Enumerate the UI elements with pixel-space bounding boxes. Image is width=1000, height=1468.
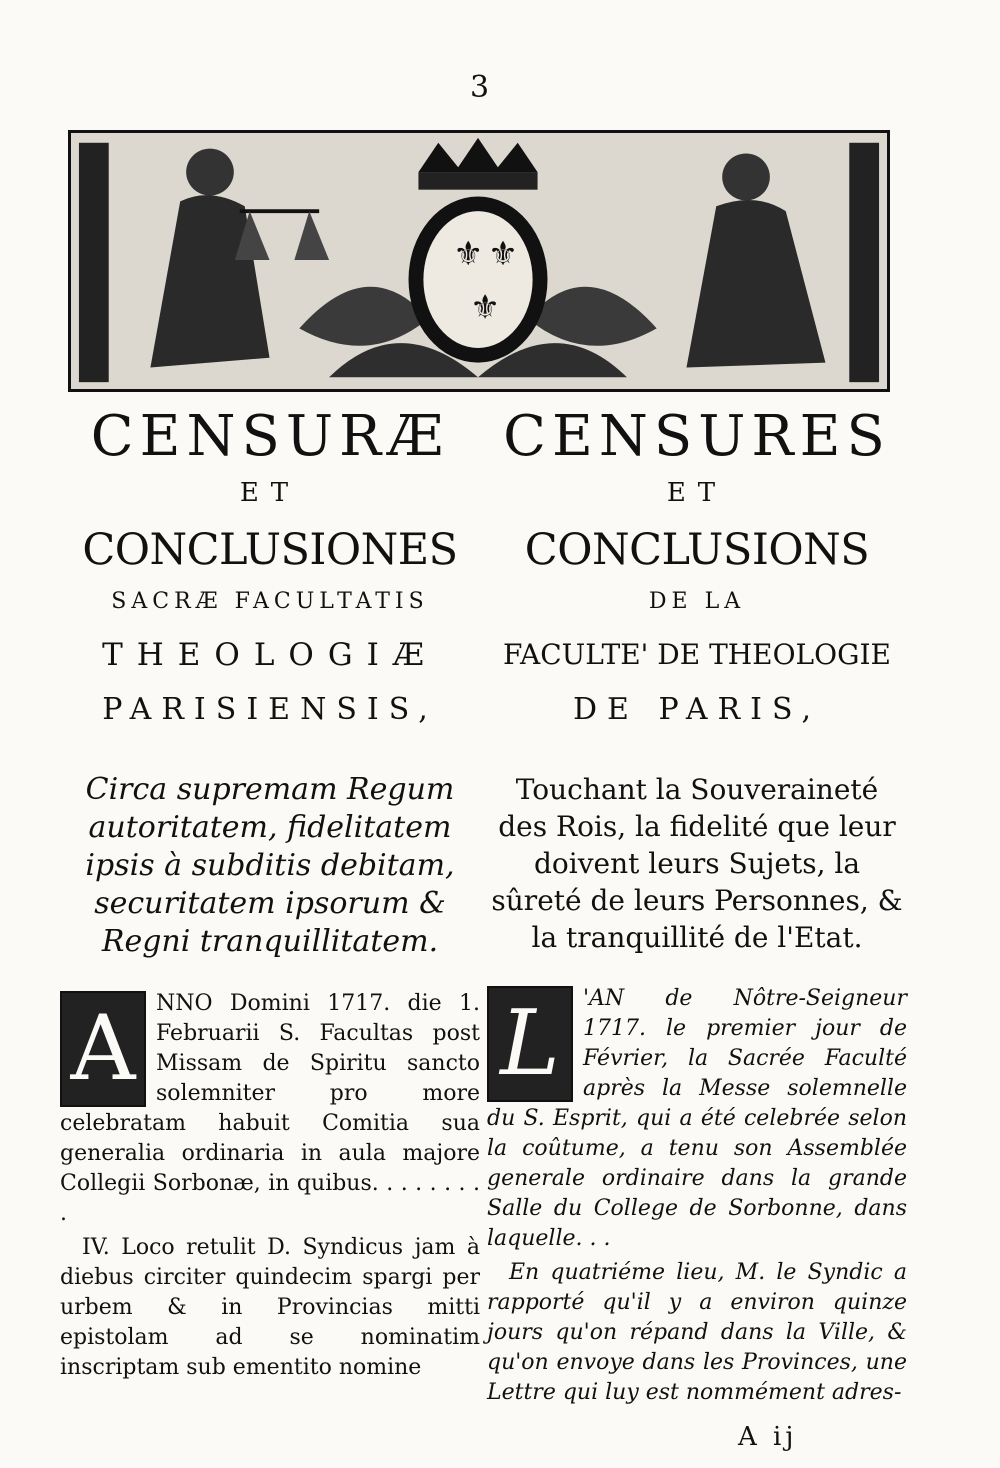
svg-text:⚜: ⚜ [487, 234, 519, 273]
french-title: CENSURES [503, 404, 891, 469]
french-conclusions: CONCLUSIONS [524, 525, 870, 575]
latin-city: PARISIENSIS, [102, 692, 438, 727]
french-column [487, 405, 907, 1408]
french-et: ET [666, 478, 728, 508]
french-city: DE PARIS, [572, 692, 822, 727]
latin-paragraph-1: NNO Domini 1717. die 1. Februarii S. Facultas post Missam de Spiritu sancto solemniter pro more celebratam habuit Comitia sua generalia ordinaria in aula majore Collegii Sorbonæ, in quibus. . . . . . . . . [60, 991, 480, 1226]
french-paragraph-2: En quatriéme lieu, M. le Syndic a rapporté qu'il y a environ quinze jours qu'on répand dans la Ville, & qu'on envoye dans les Provinces, une Lettre qui luy est nommément adres- [487, 1260, 907, 1405]
latin-body [60, 989, 480, 1383]
latin-dropcap: A [60, 991, 146, 1107]
royal-arms-fleur-de-lis-icon [71, 133, 887, 389]
royal-arms-headpiece [68, 130, 890, 392]
latin-paragraph-2: IV. Loco retulit D. Syndicus jam à diebus circiter quindecim spargi per urbem & in Provincias mitti epistolam ad se nominatim inscriptam sub ementito nomine [60, 1235, 480, 1380]
latin-topic: Circa supremam Regum autoritatem, fidelitatem ipsis à subditis debitam, securitatem ipsorum & Regni tranquillitatem. [85, 772, 455, 959]
latin-conclusions: CONCLUSIONES [82, 525, 458, 575]
latin-subtitle: SACRÆ FACULTATIS [111, 589, 429, 614]
french-subtitle: DE LA [648, 589, 746, 614]
svg-text:⚜: ⚜ [453, 234, 484, 273]
svg-text:⚜: ⚜ [470, 287, 501, 327]
french-topic: Touchant la Souveraineté des Rois, la fidelité que leur doivent leurs Sujets, la sûreté de leurs Personnes, & la tranquillité de l'Etat. [491, 773, 903, 954]
latin-faculty: THEOLOGIÆ [102, 637, 438, 673]
signature-mark: A ij [738, 1422, 798, 1452]
french-body [487, 984, 907, 1408]
latin-title: CENSURÆ [90, 404, 450, 469]
page-number: 3 [470, 70, 490, 105]
latin-column [60, 405, 480, 1383]
french-dropcap: L [487, 986, 573, 1102]
latin-et: ET [239, 478, 301, 508]
french-faculty: FACULTE' DE THEOLOGIE [503, 638, 891, 671]
french-paragraph-1: 'AN de Nôtre-Seigneur 1717. le premier jour de Février, la Sacrée Faculté après la Messe solemnelle du S. Esprit, qui a été celebrée selon la coûtume, a tenu son Assemblée generale ordinaire dans la grande Salle du College de Sorbonne, dans laquelle. . . [487, 986, 907, 1251]
